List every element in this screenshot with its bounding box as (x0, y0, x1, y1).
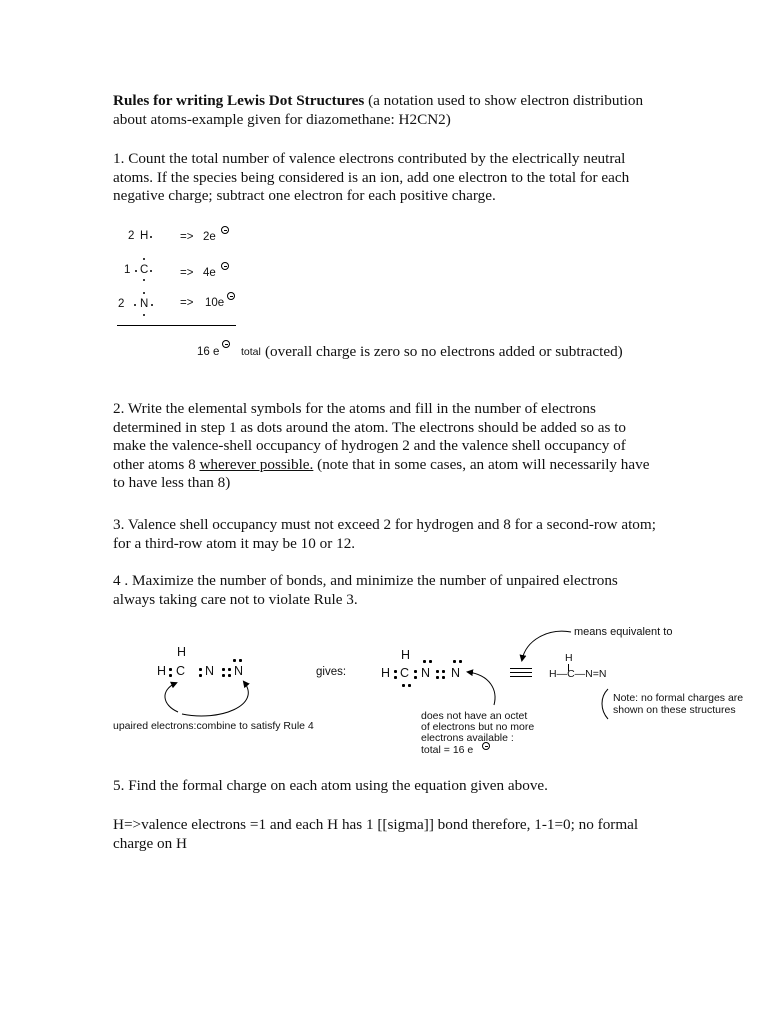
formal-note-line: shown on these structures (613, 704, 736, 716)
equivalent-label: means equivalent to (574, 626, 673, 638)
struct-h-top: H (565, 652, 573, 664)
left-arrow-curve (165, 683, 178, 712)
n-arrow: => (180, 297, 194, 309)
n-coefficient: 2 (118, 298, 125, 310)
h-coefficient: 2 (128, 230, 135, 242)
mid-n1: N (421, 666, 431, 680)
left-caption: upaired electrons:combine to satisfy Rule 4 (113, 720, 314, 732)
left-h-top: H (177, 645, 187, 659)
octet-note-line: total = 16 e (421, 744, 474, 756)
total-word: total (241, 346, 261, 358)
rule-4-paragraph: 4 . Maximize the number of bonds, and minimize the number of unpaired electrons always taking care not to violate Rule 3. (113, 572, 618, 608)
hydrogen-formal-charge: H=>valence electrons =1 and each H has 1 [[sigma]] bond therefore, 1-1=0; no formal charge on H (113, 816, 639, 852)
c-result: 4e (203, 267, 216, 279)
rule-2-emphasis: wherever possible. (199, 455, 314, 473)
left-c: C (176, 664, 186, 678)
rule-5-paragraph: 5. Find the formal charge on each atom using the equation given above. (113, 777, 548, 794)
h-arrow: => (180, 231, 194, 243)
mid-n2: N (451, 666, 461, 680)
rule-2-text: 2. Write the elemental symbols for the atoms and fill in the number of electrons determined in step 1 as dots around the atom. The electrons should be added so as to make the valence-shell occupancy of hydrogen 2 and the valence shell occupancy of other atoms 8 (113, 400, 627, 473)
total-note: (overall charge is zero so no electrons added or subtracted) (265, 343, 623, 360)
right-arrow-curve (182, 682, 248, 716)
mid-c: C (400, 666, 410, 680)
total-value: 16 e (197, 346, 220, 358)
h-result: 2e (203, 231, 216, 243)
n-result: 10e (205, 297, 225, 309)
octet-note-line: of electrons but no more (421, 721, 535, 733)
left-h: H (157, 664, 167, 678)
rule-1-paragraph: 1. Count the total number of valence electrons contributed by the electrically neutral atoms. If the species being considered is an ion, add one electron to the total for each negative charge; subtract one electron for each positive charge. (113, 150, 630, 204)
left-n1: N (205, 664, 215, 678)
formal-note-bracket (602, 689, 608, 719)
mid-h-top: H (401, 648, 411, 662)
struct-chain: H—C—N=N (549, 668, 607, 680)
left-n2: N (234, 664, 244, 678)
title-description: (a notation used to show electron distribution about atoms-example given for diazomethane: H2CN2) (113, 92, 644, 128)
rule-2-note: (note that in some cases, an atom will necessarily have to have less than 8) (113, 455, 650, 491)
c-arrow: => (180, 267, 194, 279)
equivalent-arrow-curve (522, 631, 571, 660)
rule-3-paragraph: 3. Valence shell occupancy must not exceed 2 for hydrogen and 8 for a second-row atom; for a third-row atom it may be 10 or 12. (113, 516, 656, 552)
c-symbol: C (140, 264, 149, 276)
octet-note-line: electrons available : (421, 732, 514, 744)
h-symbol: H (140, 230, 149, 242)
formal-note-line: Note: no formal charges are (613, 692, 744, 704)
octet-note-line: does not have an octet (421, 710, 528, 722)
title-bold: Rules for writing Lewis Dot Structures (113, 92, 365, 109)
octet-arrow-curve (468, 672, 495, 705)
gives-label: gives: (316, 666, 347, 678)
n-symbol: N (140, 298, 149, 310)
c-coefficient: 1 (124, 264, 131, 276)
mid-h: H (381, 666, 391, 680)
